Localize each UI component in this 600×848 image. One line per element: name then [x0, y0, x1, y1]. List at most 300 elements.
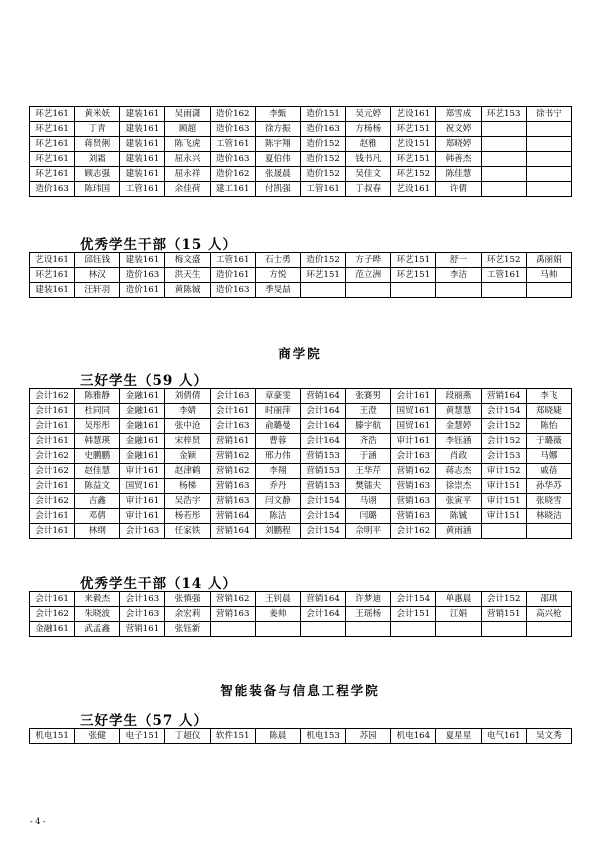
- class-cell: 会计151: [391, 607, 436, 622]
- class-cell: 审计151: [481, 509, 526, 524]
- name-cell: 黄陈铖: [165, 283, 210, 298]
- name-cell: 朱晓波: [75, 607, 120, 622]
- class-cell: 会计161: [391, 389, 436, 404]
- table-row: [30, 182, 572, 197]
- class-cell: 建装161: [120, 107, 165, 122]
- class-cell: 会计162: [30, 607, 75, 622]
- section-heading-outstanding-cadres-2: 优秀学生干部（14 人）: [80, 576, 237, 592]
- table-row: [30, 167, 572, 182]
- name-cell: 丁青: [75, 122, 120, 137]
- class-cell: 电气161: [481, 729, 526, 744]
- class-cell: 造价151: [300, 107, 345, 122]
- class-cell: 造价162: [210, 107, 255, 122]
- class-cell: 环艺151: [391, 152, 436, 167]
- name-cell: 许倩: [436, 182, 481, 197]
- table-row: [30, 404, 572, 419]
- name-cell: [526, 524, 571, 539]
- name-cell: 郑雪成: [436, 107, 481, 122]
- class-cell: 营销163: [210, 607, 255, 622]
- name-cell: 李钰涵: [436, 434, 481, 449]
- class-cell: 艺设161: [30, 253, 75, 268]
- roster-table-outstanding-cadres-2: [29, 591, 572, 637]
- name-cell: 张晓雪: [526, 494, 571, 509]
- table-row: [30, 524, 572, 539]
- name-cell: 邵琪: [526, 592, 571, 607]
- class-cell: 营销151: [481, 607, 526, 622]
- class-cell: 造价152: [300, 137, 345, 152]
- class-cell: 会计162: [30, 449, 75, 464]
- class-cell: 会计163: [391, 449, 436, 464]
- class-cell: 会计154: [481, 404, 526, 419]
- class-cell: 机电151: [30, 729, 75, 744]
- name-cell: 史鹏鹏: [75, 449, 120, 464]
- class-cell: 会计163: [120, 607, 165, 622]
- class-cell: 造价162: [210, 167, 255, 182]
- class-cell: 会计163: [210, 419, 255, 434]
- class-cell: 艺设161: [391, 107, 436, 122]
- name-cell: 祝文婷: [436, 122, 481, 137]
- name-cell: 金慧婷: [436, 419, 481, 434]
- class-cell: 会计154: [300, 494, 345, 509]
- class-cell: [391, 622, 436, 637]
- name-cell: 马娜: [526, 449, 571, 464]
- table-row: [30, 434, 572, 449]
- name-cell: 邢力伟: [255, 449, 300, 464]
- name-cell: 赵佳慧: [75, 464, 120, 479]
- name-cell: 宋梓贤: [165, 434, 210, 449]
- name-cell: 樊镭夫: [346, 479, 391, 494]
- name-cell: 王瑶杨: [346, 607, 391, 622]
- name-cell: 张晟晨: [255, 167, 300, 182]
- table-row: [30, 152, 572, 167]
- section-heading-merit-students-2: 三好学生（57 人）: [80, 713, 208, 729]
- name-cell: 乔丹: [255, 479, 300, 494]
- table-row: [30, 494, 572, 509]
- class-cell: 会计164: [300, 404, 345, 419]
- name-cell: 洪天生: [165, 268, 210, 283]
- name-cell: 俞璐曼: [255, 419, 300, 434]
- class-cell: 会计153: [481, 449, 526, 464]
- name-cell: 刘霜: [75, 152, 120, 167]
- name-cell: 蒋贤俐: [75, 137, 120, 152]
- table-row: [30, 137, 572, 152]
- class-cell: 工管161: [481, 268, 526, 283]
- class-cell: 会计161: [30, 524, 75, 539]
- class-cell: [481, 137, 526, 152]
- name-cell: 马帅: [526, 268, 571, 283]
- class-cell: 营销162: [210, 449, 255, 464]
- name-cell: 马诩: [346, 494, 391, 509]
- class-cell: 金融161: [120, 404, 165, 419]
- class-cell: 造价152: [300, 167, 345, 182]
- name-cell: [526, 167, 571, 182]
- class-cell: 营销164: [300, 592, 345, 607]
- name-cell: 武孟鑫: [75, 622, 120, 637]
- class-cell: 会计152: [481, 592, 526, 607]
- class-cell: 建装161: [120, 253, 165, 268]
- name-cell: 李甄: [255, 107, 300, 122]
- class-cell: 会计152: [481, 434, 526, 449]
- name-cell: 王澄: [346, 404, 391, 419]
- class-cell: 会计154: [300, 524, 345, 539]
- class-cell: 营销153: [300, 479, 345, 494]
- class-cell: 会计162: [391, 524, 436, 539]
- class-cell: 会计154: [391, 592, 436, 607]
- college-title-intelligent-equipment: 智能装备与信息工程学院: [220, 683, 380, 698]
- table-row: [30, 107, 572, 122]
- name-cell: 赵津鹤: [165, 464, 210, 479]
- class-cell: 会计161: [30, 404, 75, 419]
- name-cell: 郑晓婕: [526, 404, 571, 419]
- table-row: [30, 509, 572, 524]
- class-cell: 电子151: [120, 729, 165, 744]
- table-row: [30, 268, 572, 283]
- table-row: [30, 449, 572, 464]
- class-cell: 营销163: [210, 494, 255, 509]
- name-cell: 陈怡: [526, 419, 571, 434]
- name-cell: 张寅平: [436, 494, 481, 509]
- class-cell: 环艺151: [391, 268, 436, 283]
- class-cell: 环艺161: [30, 152, 75, 167]
- class-cell: [481, 524, 526, 539]
- name-cell: 肖政: [436, 449, 481, 464]
- name-cell: 方杨杨: [346, 122, 391, 137]
- name-cell: 刘倩倩: [165, 389, 210, 404]
- name-cell: 戚蓓: [526, 464, 571, 479]
- name-cell: 林晓洁: [526, 509, 571, 524]
- class-cell: 建装161: [30, 283, 75, 298]
- table-row: [30, 607, 572, 622]
- class-cell: 建装161: [120, 167, 165, 182]
- class-cell: 金融161: [120, 419, 165, 434]
- class-cell: 审计161: [120, 509, 165, 524]
- section-heading-outstanding-cadres-1: 优秀学生干部（15 人）: [80, 237, 237, 253]
- class-cell: 会计161: [30, 434, 75, 449]
- class-cell: 造价152: [300, 253, 345, 268]
- name-cell: 陈铖: [436, 509, 481, 524]
- name-cell: 于璐薇: [526, 434, 571, 449]
- name-cell: 吴文秀: [526, 729, 571, 744]
- class-cell: [210, 622, 255, 637]
- class-cell: 会计162: [30, 389, 75, 404]
- name-cell: 齐浩: [346, 434, 391, 449]
- name-cell: 吴浩宇: [165, 494, 210, 509]
- class-cell: 造价161: [120, 283, 165, 298]
- name-cell: [436, 622, 481, 637]
- name-cell: 王华芹: [346, 464, 391, 479]
- class-cell: 营销163: [391, 494, 436, 509]
- name-cell: 任家铁: [165, 524, 210, 539]
- class-cell: 会计164: [300, 607, 345, 622]
- table-row: [30, 389, 572, 404]
- name-cell: 金颖: [165, 449, 210, 464]
- roster-table-merit-students-2: [29, 728, 572, 744]
- name-cell: 陈飞虎: [165, 137, 210, 152]
- name-cell: 李洁: [436, 268, 481, 283]
- class-cell: 环艺151: [300, 268, 345, 283]
- name-cell: 方悦: [255, 268, 300, 283]
- name-cell: 石士勇: [255, 253, 300, 268]
- name-cell: 顾超: [165, 122, 210, 137]
- name-cell: 付凯强: [255, 182, 300, 197]
- class-cell: 审计161: [120, 464, 165, 479]
- name-cell: 汪轩羽: [75, 283, 120, 298]
- name-cell: 林汉: [75, 268, 120, 283]
- table-row: [30, 592, 572, 607]
- class-cell: 建装161: [120, 137, 165, 152]
- name-cell: 韩慧瑛: [75, 434, 120, 449]
- class-cell: 营销161: [120, 622, 165, 637]
- name-cell: 张慎强: [165, 592, 210, 607]
- name-cell: 黄慧慧: [436, 404, 481, 419]
- class-cell: 环艺161: [30, 167, 75, 182]
- class-cell: 艺设161: [391, 182, 436, 197]
- class-cell: 建装161: [120, 122, 165, 137]
- table-row: [30, 419, 572, 434]
- name-cell: [526, 283, 571, 298]
- name-cell: 陈晨: [255, 729, 300, 744]
- class-cell: 造价161: [210, 268, 255, 283]
- class-cell: 机电164: [391, 729, 436, 744]
- class-cell: 国贸161: [120, 479, 165, 494]
- name-cell: 屈永祥: [165, 167, 210, 182]
- name-cell: 舒一: [436, 253, 481, 268]
- table-row: [30, 122, 572, 137]
- name-cell: 范立洲: [346, 268, 391, 283]
- name-cell: 陈洁: [255, 509, 300, 524]
- class-cell: [391, 283, 436, 298]
- name-cell: 徐方振: [255, 122, 300, 137]
- class-cell: 会计164: [300, 419, 345, 434]
- class-cell: 营销153: [300, 449, 345, 464]
- class-cell: 艺设151: [391, 137, 436, 152]
- table-row: [30, 464, 572, 479]
- name-cell: 丁叔春: [346, 182, 391, 197]
- name-cell: 夏伯伟: [255, 152, 300, 167]
- class-cell: 金融161: [120, 449, 165, 464]
- class-cell: 会计163: [120, 592, 165, 607]
- class-cell: [481, 182, 526, 197]
- name-cell: [526, 122, 571, 137]
- name-cell: 闫璐: [346, 509, 391, 524]
- class-cell: 软件151: [210, 729, 255, 744]
- name-cell: 佘明平: [346, 524, 391, 539]
- class-cell: 环艺161: [30, 137, 75, 152]
- class-cell: [300, 283, 345, 298]
- class-cell: 审计151: [481, 479, 526, 494]
- name-cell: 林纲: [75, 524, 120, 539]
- name-cell: 徐书宁: [526, 107, 571, 122]
- class-cell: 环艺151: [391, 253, 436, 268]
- class-cell: 会计152: [481, 419, 526, 434]
- name-cell: 姜帅: [255, 607, 300, 622]
- name-cell: 来毅杰: [75, 592, 120, 607]
- class-cell: 工管161: [300, 182, 345, 197]
- roster-table-continued: [29, 106, 572, 197]
- name-cell: 屈永兴: [165, 152, 210, 167]
- table-row: [30, 283, 572, 298]
- name-cell: 于涵: [346, 449, 391, 464]
- name-cell: 陈雅静: [75, 389, 120, 404]
- class-cell: 建装161: [120, 152, 165, 167]
- roster-table-merit-students-1: [29, 388, 572, 539]
- name-cell: 禹丽娟: [526, 253, 571, 268]
- class-cell: 金融161: [120, 434, 165, 449]
- class-cell: 会计163: [210, 389, 255, 404]
- name-cell: 韩善杰: [436, 152, 481, 167]
- name-cell: [526, 182, 571, 197]
- name-cell: [526, 622, 571, 637]
- class-cell: [481, 622, 526, 637]
- name-cell: 江娟: [436, 607, 481, 622]
- name-cell: 张钰新: [165, 622, 210, 637]
- name-cell: 许梦迪: [346, 592, 391, 607]
- name-cell: 赵雅: [346, 137, 391, 152]
- class-cell: 审计161: [120, 494, 165, 509]
- name-cell: 李翔: [255, 464, 300, 479]
- class-cell: 造价163: [210, 152, 255, 167]
- name-cell: [346, 283, 391, 298]
- name-cell: [436, 283, 481, 298]
- name-cell: [526, 152, 571, 167]
- class-cell: 环艺152: [391, 167, 436, 182]
- name-cell: 章豪雯: [255, 389, 300, 404]
- class-cell: 环艺161: [30, 122, 75, 137]
- name-cell: 季旻喆: [255, 283, 300, 298]
- name-cell: 时丽萍: [255, 404, 300, 419]
- class-cell: 造价163: [210, 122, 255, 137]
- class-cell: 环艺161: [30, 107, 75, 122]
- name-cell: 余佳荷: [165, 182, 210, 197]
- page-number: - 4 -: [30, 817, 46, 826]
- table-row: [30, 729, 572, 744]
- class-cell: 国贸161: [391, 404, 436, 419]
- table-row: [30, 253, 572, 268]
- name-cell: 陈佳慧: [436, 167, 481, 182]
- class-cell: 环艺153: [481, 107, 526, 122]
- class-cell: [481, 283, 526, 298]
- name-cell: 张健: [75, 729, 120, 744]
- name-cell: [526, 137, 571, 152]
- class-cell: 会计161: [30, 592, 75, 607]
- name-cell: 杜同同: [75, 404, 120, 419]
- class-cell: 会计154: [300, 509, 345, 524]
- class-cell: 审计152: [481, 464, 526, 479]
- name-cell: 孙华苏: [526, 479, 571, 494]
- class-cell: 营销164: [210, 524, 255, 539]
- college-title-business: 商学院: [278, 346, 322, 361]
- name-cell: 邱钰钱: [75, 253, 120, 268]
- class-cell: [481, 152, 526, 167]
- name-cell: 张中沧: [165, 419, 210, 434]
- name-cell: 闫文静: [255, 494, 300, 509]
- class-cell: [481, 122, 526, 137]
- class-cell: 营销163: [391, 479, 436, 494]
- class-cell: 造价163: [210, 283, 255, 298]
- name-cell: 方子晔: [346, 253, 391, 268]
- class-cell: 建工161: [210, 182, 255, 197]
- name-cell: 吉鑫: [75, 494, 120, 509]
- name-cell: 吴雨潇: [165, 107, 210, 122]
- name-cell: 黄米妖: [75, 107, 120, 122]
- name-cell: 邓倩: [75, 509, 120, 524]
- name-cell: 刘鹏程: [255, 524, 300, 539]
- class-cell: 国贸161: [391, 419, 436, 434]
- name-cell: [346, 622, 391, 637]
- class-cell: 会计162: [30, 494, 75, 509]
- class-cell: 营销163: [210, 479, 255, 494]
- class-cell: [481, 167, 526, 182]
- class-cell: 工管161: [210, 137, 255, 152]
- class-cell: 审计161: [391, 434, 436, 449]
- name-cell: 梅文盛: [165, 253, 210, 268]
- name-cell: 黄雨涵: [436, 524, 481, 539]
- class-cell: 营销162: [391, 464, 436, 479]
- class-cell: 造价163: [300, 122, 345, 137]
- name-cell: 吴元婷: [346, 107, 391, 122]
- name-cell: 陈益文: [75, 479, 120, 494]
- name-cell: 杨梯: [165, 479, 210, 494]
- class-cell: 营销164: [300, 389, 345, 404]
- name-cell: [255, 622, 300, 637]
- class-cell: [300, 622, 345, 637]
- class-cell: 造价152: [300, 152, 345, 167]
- name-cell: 滕宇航: [346, 419, 391, 434]
- name-cell: 吴彤彤: [75, 419, 120, 434]
- name-cell: 陈玮国: [75, 182, 120, 197]
- class-cell: 会计162: [30, 464, 75, 479]
- class-cell: 会计161: [30, 509, 75, 524]
- name-cell: 蒋志杰: [436, 464, 481, 479]
- class-cell: 环艺151: [391, 122, 436, 137]
- class-cell: 审计151: [481, 494, 526, 509]
- name-cell: 段丽燕: [436, 389, 481, 404]
- class-cell: 营销164: [481, 389, 526, 404]
- name-cell: 钱书凡: [346, 152, 391, 167]
- name-cell: 余宏莉: [165, 607, 210, 622]
- name-cell: 单惠晨: [436, 592, 481, 607]
- table-row: [30, 622, 572, 637]
- name-cell: 杨若彤: [165, 509, 210, 524]
- name-cell: 丁超仪: [165, 729, 210, 744]
- name-cell: 夏星星: [436, 729, 481, 744]
- class-cell: 金融161: [120, 389, 165, 404]
- name-cell: 郑晓婷: [436, 137, 481, 152]
- class-cell: 营销162: [210, 464, 255, 479]
- class-cell: 环艺152: [481, 253, 526, 268]
- name-cell: 张赛男: [346, 389, 391, 404]
- name-cell: 陈宇翔: [255, 137, 300, 152]
- name-cell: 高兴枪: [526, 607, 571, 622]
- table-row: [30, 479, 572, 494]
- class-cell: 营销162: [210, 592, 255, 607]
- class-cell: 营销164: [210, 509, 255, 524]
- class-cell: 造价163: [120, 268, 165, 283]
- name-cell: 李飞: [526, 389, 571, 404]
- class-cell: 会计163: [120, 524, 165, 539]
- name-cell: 吴佳文: [346, 167, 391, 182]
- class-cell: 会计164: [300, 434, 345, 449]
- name-cell: 李婧: [165, 404, 210, 419]
- name-cell: 苏园: [346, 729, 391, 744]
- roster-table-outstanding-cadres-1: [29, 252, 572, 298]
- class-cell: 营销153: [300, 464, 345, 479]
- class-cell: 环艺161: [30, 268, 75, 283]
- class-cell: 营销161: [210, 434, 255, 449]
- class-cell: 会计161: [210, 404, 255, 419]
- class-cell: 金融161: [30, 622, 75, 637]
- class-cell: 营销163: [391, 509, 436, 524]
